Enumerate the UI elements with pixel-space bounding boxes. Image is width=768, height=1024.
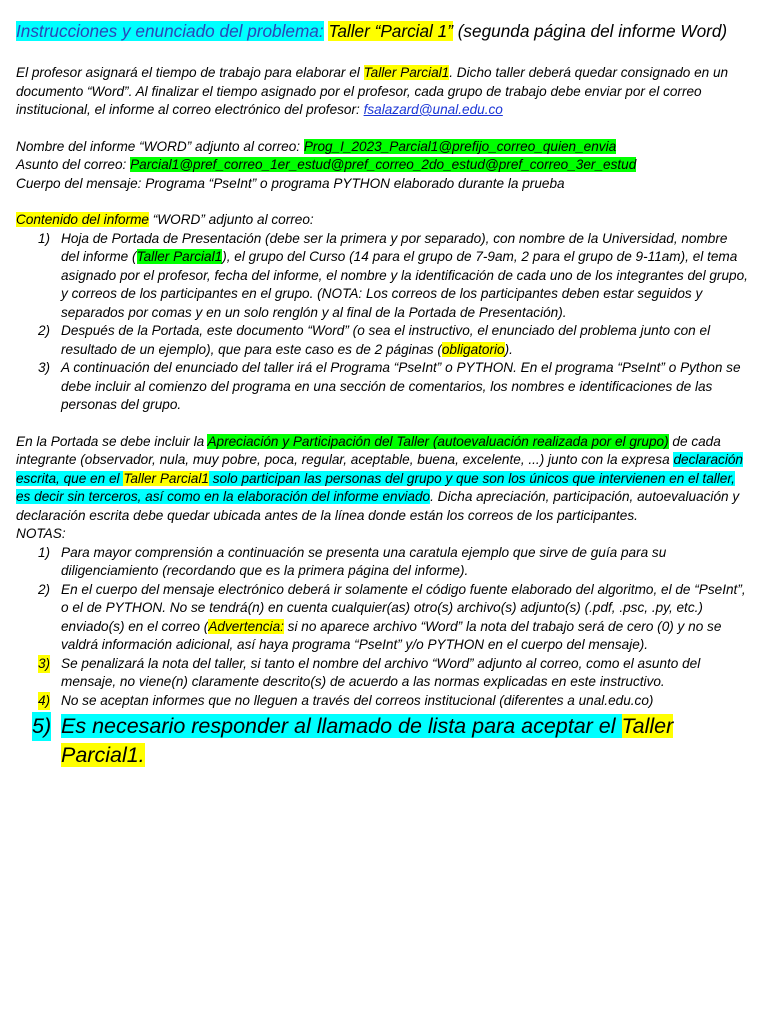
list-item-text: En el cuerpo del mensaje electrónico deberá ir solamente el código fuente elaborado del algoritmo, el de “PseInt”, o el de PYTHON. No se tendrá(n) en cuenta cualquier(as) otro(s) archivo(s) adjunto(s) (.pdf, .psc, .py, etc.) enviado(s) en el correo ( bbox=[61, 581, 746, 634]
report-name-line bbox=[16, 138, 748, 157]
professor-email-link[interactable]: fsalazard@unal.edu.co bbox=[363, 102, 503, 117]
contents-heading-highlight: Contenido del informe bbox=[16, 212, 149, 227]
list-number: 2) bbox=[38, 581, 51, 597]
body-line: Cuerpo del mensaje: Programa “PseInt” o programa PYTHON elaborado durante la prueba bbox=[16, 175, 565, 191]
final-note-text: Es necesario responder al llamado de lista para aceptar el bbox=[61, 714, 622, 738]
intro-text-2: . Dicho taller deberá quedar consignado en un documento “Word”. Al finalizar el tiempo asignado por el profesor, cada grupo de trabajo debe enviar por el correo institucional, el informe al correo electrónico del profesor: bbox=[16, 65, 729, 117]
list-item bbox=[16, 692, 748, 711]
final-note-list bbox=[16, 712, 748, 770]
contents-heading-rest: “WORD” adjunto al correo: bbox=[149, 212, 314, 227]
contents-heading bbox=[16, 211, 748, 230]
portada-highlight-cyan: declaración escrita, que en el bbox=[16, 452, 743, 486]
subject-line bbox=[16, 156, 748, 175]
report-name-value: Prog_I_2023_Parcial1@prefijo_correo_quien_envia bbox=[303, 138, 617, 154]
list-number: 1) bbox=[38, 230, 51, 246]
final-note-highlight: Taller Parcial1. bbox=[61, 714, 674, 767]
portada-highlight-cyan-2: solo participan las personas del grupo y que son los únicos que intervienen en el taller, es decir sin terceros, así como en la elaboración del informe enviado bbox=[16, 470, 735, 504]
portada-paragraph bbox=[16, 433, 748, 526]
list-item-text-2: ), el grupo del Curso (14 para el grupo de 7-9am, 2 para el grupo de 9-11am), el tema asignado por el profesor, fecha del informe, el nombre y la identificación de cada uno de los integrantes del grupo, y correos de los participantes en el grupo. (NOTA: Los correos de los participantes deben estar seguidos y separados por comas y en un solo renglón y al final de la Portada de Presentación). bbox=[61, 249, 748, 320]
subject-value: Parcial1@pref_correo_1er_estud@pref_correo_2do_estud@pref_correo_3er_estud bbox=[130, 157, 637, 172]
intro-text: El profesor asignará el tiempo de trabajo para elaborar el bbox=[16, 65, 364, 80]
list-number: 1) bbox=[38, 544, 51, 560]
subject-label: Asunto del correo: bbox=[16, 157, 131, 172]
list-item bbox=[16, 544, 748, 581]
list-item-text: No se aceptan informes que no lleguen a través del correos institucional (diferentes a unal.edu.co) bbox=[61, 692, 654, 708]
list-item-text: Se penalizará la nota del taller, si tanto el nombre del archivo “Word” adjunto al correo, como el asunto del mensaje, no viene(n) claramente descrito(s) de acuerdo a las normas explicadas en este instructivo. bbox=[61, 655, 701, 689]
list-item-text: Para mayor comprensión a continuación se presenta una caratula ejemplo que sirve de guía para su diligenciamiento (recordando que es la primera página del informe). bbox=[61, 544, 667, 578]
intro-highlight: Taller Parcial1 bbox=[363, 65, 450, 80]
list-number: 3) bbox=[38, 655, 50, 674]
title-highlight: Taller “Parcial 1” bbox=[328, 21, 453, 41]
notes-list bbox=[16, 544, 748, 711]
page-title bbox=[16, 20, 748, 42]
list-item-text: Después de la Portada, este documento “Word” (o sea el instructivo, el enunciado del problema junto con el resultado de un ejemplo), que para este caso es de 2 páginas ( bbox=[61, 323, 711, 357]
list-number: 4) bbox=[38, 692, 50, 711]
list-item bbox=[16, 322, 748, 359]
portada-text-3: . Dicha apreciación, participación, autoevaluación y declaración escrita debe quedar ubicada antes de la línea donde están los correos de los participantes. bbox=[16, 489, 740, 523]
report-name-label: Nombre del informe “WORD” adjunto al correo: bbox=[16, 138, 304, 154]
list-number: 5) bbox=[32, 712, 51, 741]
notes-label: NOTAS: bbox=[16, 526, 66, 541]
list-item bbox=[16, 359, 748, 415]
title-main: Instrucciones y enunciado del problema: bbox=[16, 21, 324, 41]
intro-paragraph bbox=[16, 64, 748, 120]
list-item-text: A continuación del enunciado del taller irá el Programa “PseInt” o PYTHON. En el programa “PseInt” o Python se debe incluir al comienzo del programa en una sección de comentarios, los nombres e identificaciones de las personas del grupo. bbox=[61, 360, 741, 412]
list-item bbox=[16, 230, 748, 323]
list-item-highlight: obligatorio bbox=[441, 341, 505, 357]
contents-list bbox=[16, 230, 748, 415]
list-number: 3) bbox=[38, 360, 51, 375]
list-item-highlight: Taller Parcial1 bbox=[136, 249, 223, 264]
portada-highlight-yellow: Taller Parcial1 bbox=[123, 470, 209, 486]
list-item-text: Hoja de Portada de Presentación (debe ser la primera y por separado), con nombre de la Universidad, nombre del informe ( bbox=[61, 230, 728, 264]
title-note: (segunda página del informe Word) bbox=[452, 21, 728, 41]
list-item bbox=[16, 712, 748, 770]
list-item bbox=[16, 655, 748, 692]
list-number: 2) bbox=[38, 323, 51, 338]
portada-text-2: de cada integrante (observador, nula, muy pobre, poca, regular, aceptable, buena, excelente, ...) junto con la expresa bbox=[16, 433, 721, 467]
list-item bbox=[16, 581, 748, 655]
warning-highlight: Advertencia: bbox=[208, 618, 284, 634]
list-item-text-2: si no aparece archivo “Word” la nota del trabajo será de cero (0) y no se valdrá información adicional, así haya programa “PseInt” y/o PYTHON en el cuerpo del mensaje). bbox=[61, 618, 722, 652]
portada-text: En la Portada se debe incluir la bbox=[16, 433, 208, 449]
list-item-text-2: ). bbox=[504, 341, 513, 357]
portada-highlight-green: Apreciación y Participación del Taller (autoevaluación realizada por el grupo) bbox=[207, 433, 669, 449]
